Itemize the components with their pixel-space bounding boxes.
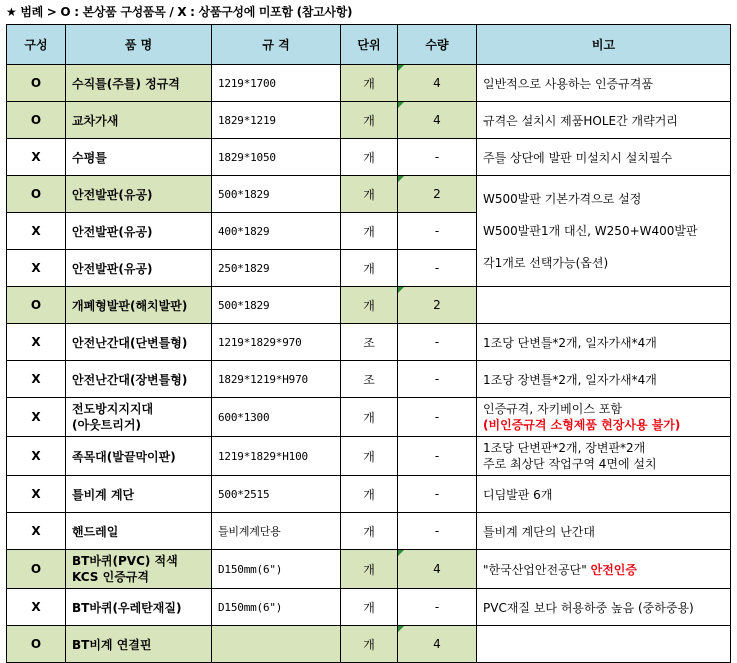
qty-cell: - <box>398 437 477 476</box>
name-line-1: 전도방지지지대 <box>72 402 154 416</box>
spec-cell: 1829*1219 <box>212 102 341 139</box>
comp-cell: X <box>7 213 66 250</box>
remark-warning: (비인증규격 소형제품 현장사용 불가) <box>483 418 681 432</box>
comp-cell: X <box>7 476 66 513</box>
qty-cell: - <box>398 589 477 626</box>
remark-cell: 주틀 상단에 발판 미설치시 설치필수 <box>477 139 731 176</box>
comp-cell: O <box>7 176 66 213</box>
merged-remark-line-1: W500발판 기본가격으로 설정 <box>483 192 642 206</box>
name-line-1: BT바퀴(PVC) 적색 <box>72 554 178 568</box>
qty-cell: - <box>398 324 477 361</box>
qty-value: 4 <box>433 113 441 127</box>
comp-cell: X <box>7 398 66 437</box>
spec-cell: 틀비계계단용 <box>212 513 341 550</box>
spec-cell: 1219*1829*970 <box>212 324 341 361</box>
comp-cell: X <box>7 324 66 361</box>
name-cell: 안전발판(유공) <box>66 213 212 250</box>
comp-cell: O <box>7 102 66 139</box>
qty-cell: - <box>398 250 477 287</box>
remark-cell: 1조당 단변틀*2개, 일자가새*4개 <box>477 324 731 361</box>
spec-cell: 1219*1829*H100 <box>212 437 341 476</box>
table-row <box>7 398 731 437</box>
unit-cell: 개 <box>341 102 398 139</box>
spec-cell: 1219*1700 <box>212 65 341 102</box>
name-cell: BT비계 연결핀 <box>66 626 212 663</box>
qty-value: 4 <box>433 76 441 90</box>
remark-cert: 안전인증 <box>590 562 637 577</box>
qty-value: 4 <box>433 562 441 576</box>
table-row <box>7 139 731 176</box>
qty-cell <box>398 65 477 102</box>
qty-cell: - <box>398 213 477 250</box>
table-row <box>7 324 731 361</box>
remark-cell <box>477 287 731 324</box>
table-row <box>7 550 731 589</box>
remark-cell <box>477 626 731 663</box>
merged-remark-line-2: W500발판1개 대신, W250+W400발판 <box>483 224 698 238</box>
comp-cell: O <box>7 550 66 589</box>
cell-marker-icon <box>398 102 404 108</box>
unit-cell: 개 <box>341 398 398 437</box>
remark-cell: 일반적으로 사용하는 인증규격품 <box>477 65 731 102</box>
unit-cell: 개 <box>341 589 398 626</box>
spec-cell: 600*1300 <box>212 398 341 437</box>
header-qty: 수량 <box>398 25 477 65</box>
spec-cell: 1829*1050 <box>212 139 341 176</box>
table-row <box>7 287 731 324</box>
unit-cell: 개 <box>341 213 398 250</box>
remark-line-2: 주로 최상단 작업구역 4면에 설치 <box>483 457 657 471</box>
remark-line-1: 인증규격, 자키베이스 포함 <box>483 402 622 416</box>
legend-text: ★ 범례 > O : 본상품 구성품목 / X : 상품구성에 미포함 (참고사항) <box>6 5 353 19</box>
name-line-2: (아웃트리거) <box>72 418 141 432</box>
qty-cell: - <box>398 139 477 176</box>
table-row <box>7 513 731 550</box>
name-cell: 안전발판(유공) <box>66 250 212 287</box>
table-row <box>7 476 731 513</box>
remark-line-1: 1조당 단변판*2개, 장변판*2개 <box>483 441 646 455</box>
unit-cell: 개 <box>341 513 398 550</box>
unit-cell: 개 <box>341 65 398 102</box>
name-cell <box>66 550 212 589</box>
comp-cell: X <box>7 139 66 176</box>
qty-cell: - <box>398 476 477 513</box>
cell-marker-icon <box>398 626 404 632</box>
table-row <box>7 361 731 398</box>
remark-cell: PVC재질 보다 허용하중 높음 (중하중용) <box>477 589 731 626</box>
name-cell: 족목대(발끝막이판) <box>66 437 212 476</box>
qty-value: 2 <box>433 298 441 312</box>
name-cell: 수직틀(주틀) 정규격 <box>66 65 212 102</box>
qty-cell: - <box>398 361 477 398</box>
remark-cell: 규격은 설치시 제품HOLE간 개략거리 <box>477 102 731 139</box>
spec-cell: 500*1829 <box>212 176 341 213</box>
spec-cell: 1829*1219*H970 <box>212 361 341 398</box>
table-header-row <box>7 25 731 65</box>
header-comp: 구성 <box>7 25 66 65</box>
comp-cell: O <box>7 287 66 324</box>
remark-cell <box>477 437 731 476</box>
header-remark: 비고 <box>477 25 731 65</box>
name-cell: BT바퀴(우레탄재질) <box>66 589 212 626</box>
unit-cell: 개 <box>341 476 398 513</box>
cell-marker-icon <box>398 176 404 182</box>
name-cell: 안전발판(유공) <box>66 176 212 213</box>
qty-cell: - <box>398 513 477 550</box>
header-name: 품 명 <box>66 25 212 65</box>
qty-cell: - <box>398 398 477 437</box>
qty-cell <box>398 287 477 324</box>
remark-cell: 틀비계 계단의 난간대 <box>477 513 731 550</box>
header-unit: 단위 <box>341 25 398 65</box>
table-row <box>7 626 731 663</box>
comp-cell: X <box>7 250 66 287</box>
unit-cell: 개 <box>341 550 398 589</box>
merged-remark-cell <box>477 176 731 287</box>
name-cell: 핸드레일 <box>66 513 212 550</box>
remark-cell: 1조당 장변틀*2개, 일자가새*4개 <box>477 361 731 398</box>
remark-org: "한국산업안전공단" <box>483 562 587 577</box>
qty-cell <box>398 550 477 589</box>
remark-cell <box>477 550 731 589</box>
comp-cell: X <box>7 589 66 626</box>
name-cell: 수평틀 <box>66 139 212 176</box>
comp-cell: X <box>7 361 66 398</box>
spec-cell: 400*1829 <box>212 213 341 250</box>
unit-cell: 조 <box>341 324 398 361</box>
cell-marker-icon <box>398 550 404 556</box>
unit-cell: 조 <box>341 361 398 398</box>
remark-cell <box>477 398 731 437</box>
spec-cell <box>212 626 341 663</box>
remark-cell: 디딤발판 6개 <box>477 476 731 513</box>
qty-value: 4 <box>433 637 441 651</box>
qty-cell <box>398 176 477 213</box>
name-cell: 안전난간대(단변틀형) <box>66 324 212 361</box>
name-cell: 틀비계 계단 <box>66 476 212 513</box>
table-row <box>7 176 731 213</box>
unit-cell: 개 <box>341 250 398 287</box>
comp-cell: X <box>7 513 66 550</box>
spec-cell: 250*1829 <box>212 250 341 287</box>
table-row <box>7 65 731 102</box>
name-line-2: KCS 인증규격 <box>72 570 149 584</box>
merged-remark-line-3: 각1개로 선택가능(옵션) <box>483 256 609 270</box>
comp-cell: O <box>7 65 66 102</box>
name-cell: 교차가새 <box>66 102 212 139</box>
name-cell: 개폐형발판(해치발판) <box>66 287 212 324</box>
unit-cell: 개 <box>341 139 398 176</box>
table-row <box>7 437 731 476</box>
product-composition-table <box>6 24 731 663</box>
qty-cell <box>398 102 477 139</box>
table-row <box>7 589 731 626</box>
unit-cell: 개 <box>341 287 398 324</box>
qty-value: 2 <box>433 187 441 201</box>
comp-cell: X <box>7 437 66 476</box>
unit-cell: 개 <box>341 176 398 213</box>
cell-marker-icon <box>398 65 404 71</box>
header-spec: 규 격 <box>212 25 341 65</box>
spec-cell: D150mm(6") <box>212 589 341 626</box>
unit-cell: 개 <box>341 626 398 663</box>
comp-cell: O <box>7 626 66 663</box>
cell-marker-icon <box>398 287 404 293</box>
name-cell <box>66 398 212 437</box>
spec-cell: 500*1829 <box>212 287 341 324</box>
spec-cell: D150mm(6") <box>212 550 341 589</box>
table-row <box>7 102 731 139</box>
qty-cell <box>398 626 477 663</box>
spec-cell: 500*2515 <box>212 476 341 513</box>
name-cell: 안전난간대(장변틀형) <box>66 361 212 398</box>
unit-cell: 개 <box>341 437 398 476</box>
